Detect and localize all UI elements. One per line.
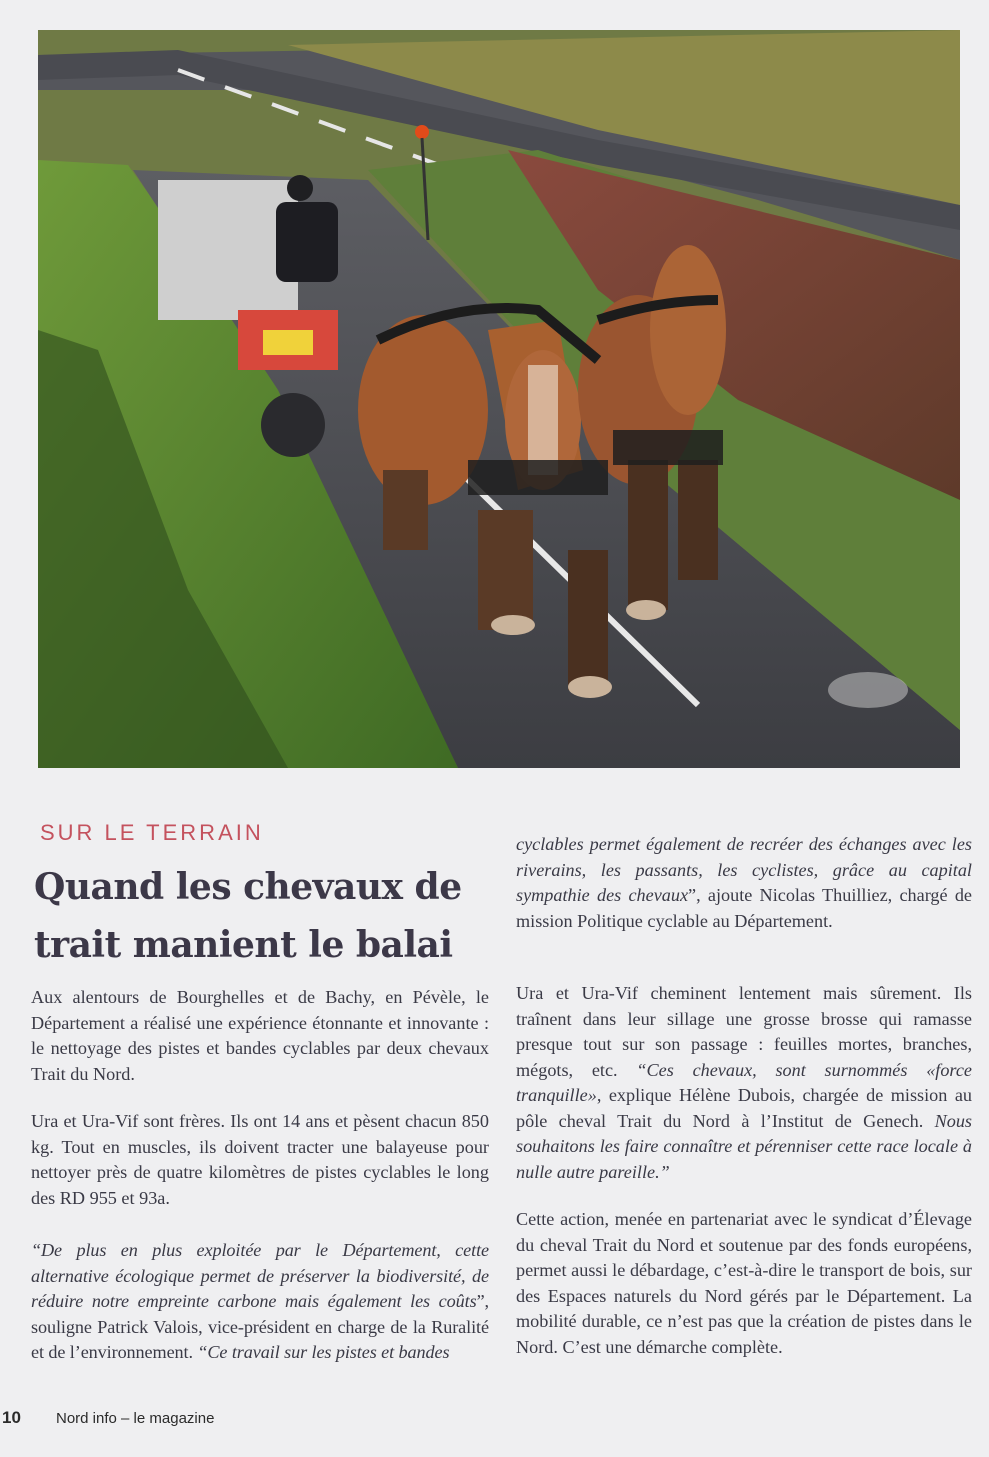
dubois-quote-paragraph [516, 981, 972, 1185]
thuilliez-quote: cyclables permet également de recréer des échanges avec les riverains, les passants, les cyclistes, grâce au capital sympathie des chevaux [516, 834, 972, 905]
thuilliez-attribution: ”, ajoute Nicolas Thuilliez, chargé de mission Politique cyclable au Département. [516, 885, 972, 931]
valois-attribution: ”, souligne Patrick Valois, vice-président en charge de la Ruralité et de l’environnement. [31, 1291, 489, 1362]
thuilliez-quote-paragraph [516, 832, 972, 934]
section-kicker: SUR LE TERRAIN [40, 820, 264, 845]
publication-name: Nord info – le magazine [56, 1410, 215, 1427]
dubois-quote: “Ces chevaux, sont surnommés «force tranquille» [516, 1059, 972, 1105]
dubois-quote-continued: Nous souhaitons les faire connaître et pérenniser cette race locale à nulle autre pareille.” [516, 1110, 972, 1182]
left-column-paragraph-2 [31, 1109, 489, 1211]
valois-quote: “De plus en plus exploitée par le Département, cette alternative écologique permet de préserver la biodiversité, de réduire notre empreinte carbone mais également les coûts [31, 1240, 489, 1311]
horses-photo [38, 30, 960, 768]
article-headline: Quand les chevaux de trait manient le balai [34, 866, 462, 966]
page-number: 10 [2, 1408, 21, 1427]
brush-description: Ura et Ura-Vif cheminent lentement mais sûrement. Ils traînent dans leur sillage une grosse brosse qui ramasse presque tout sur son passage : feuilles mortes, branches, mégots, etc. [516, 983, 972, 1080]
right-column-paragraph-3 [516, 1207, 972, 1360]
horses-photo-illustration [38, 30, 960, 768]
left-column-paragraph-1 [31, 985, 489, 1087]
dubois-attribution: , explique Hélène Dubois, chargée de mission au pôle cheval Trait du Nord à l’Institut de Genech. [516, 1085, 972, 1131]
right-column-paragraph-2 [516, 981, 972, 1185]
intro-paragraph: Aux alentours de Bourghelles et de Bachy, en Pévèle, le Département a réalisé une expérience étonnante et innovante : le nettoyage des pistes et bandes cyclables par deux chevaux Trait du Nord. [31, 987, 489, 1084]
valois-quote-continued: “Ce travail sur les pistes et bandes [197, 1342, 450, 1362]
partnership-paragraph: Cette action, menée en partenariat avec le syndicat d’Élevage du cheval Trait du Nord et soutenue par des fonds européens, permet aussi le débardage, c’est-à-dire le transport de bois, sur des Espaces naturels du Nord gérés par le Département. La mobilité durable, ce n’est pas que la création de pistes dans le Nord. C’est une démarche complète. [516, 1209, 972, 1357]
horses-paragraph: Ura et Ura-Vif sont frères. Ils ont 14 ans et pèsent chacun 850 kg. Tout en muscles, ils doivent tracter une balayeuse pour nettoyer près de quatre kilomètres de pistes cyclables le long des RD 955 et 93a. [31, 1111, 489, 1208]
right-column-paragraph-1 [516, 832, 972, 934]
left-column-paragraph-3 [31, 1238, 489, 1366]
valois-quote-paragraph [31, 1238, 489, 1366]
